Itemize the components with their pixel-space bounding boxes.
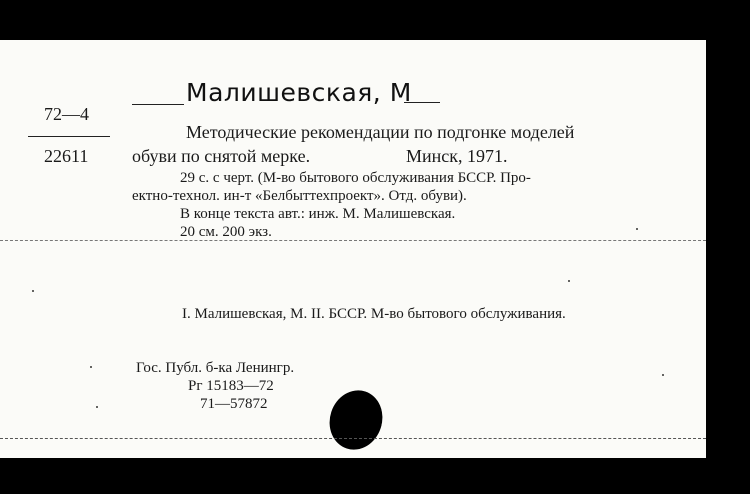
paper-speck [662,374,664,376]
classification-number: 72—4 [44,104,89,124]
catalog-card [0,40,706,458]
guide-line-bottom [0,438,706,439]
paper-speck [636,228,638,230]
heading-underline-left [132,104,184,105]
paper-speck [96,406,98,408]
description-line-3: В конце текста авт.: инж. М. Малишевская. [180,206,456,222]
author-heading: Малишевская, М [186,78,412,107]
heading-underline-right [404,102,440,103]
imprint: Минск, 1971. [406,146,508,166]
ink-stamp-blot [322,383,390,456]
classification-divider [28,136,110,137]
title-line-2: обуви по снятой мерке. [132,146,311,166]
tracings: I. Малишевская, М. II. БССР. М-во бытового обслуживания. [182,306,566,322]
library-line-1: Гос. Публ. б-ка Ленингр. [136,360,295,376]
guide-line-upper [0,240,706,241]
description-line-1: 29 с. с черт. (М-во бытового обслуживания БССР. Про- [180,170,531,186]
description-line-4: 20 см. 200 экз. [180,224,272,240]
paper-speck [90,366,92,368]
paper-speck [568,280,570,282]
description-line-2: ектно-технол. ин-т «Белбыттехпроект». Отд. обуви). [132,188,467,204]
library-line-3: 71—57872 [200,396,268,412]
title-line-1: Методические рекомендации по подгонке моделей [186,122,575,142]
inventory-number: 22611 [44,146,89,166]
library-line-2: Рг 15183—72 [188,378,274,394]
paper-speck [32,290,34,292]
